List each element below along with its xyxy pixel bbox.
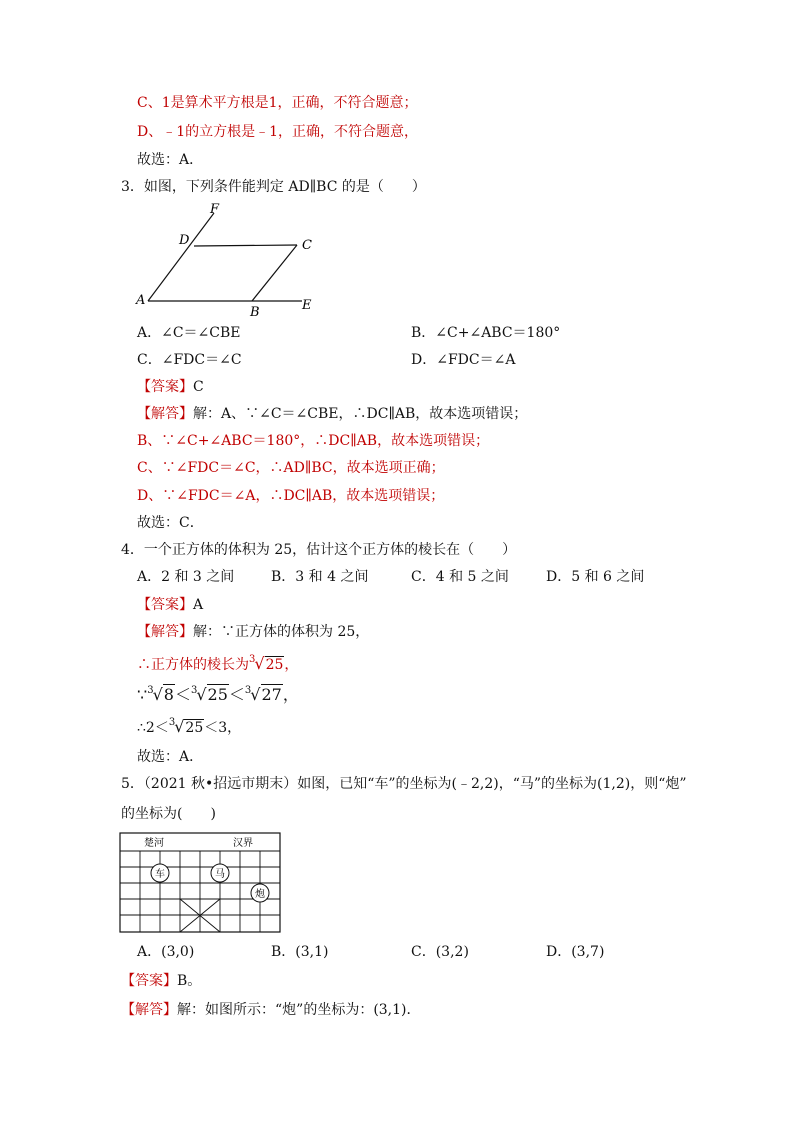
label-d: D <box>179 233 190 248</box>
q3-stem: 3．如图，下列条件能判定 AD∥BC 的是（ ） <box>121 179 426 195</box>
label-b: B <box>250 305 260 320</box>
piece-che <box>151 864 169 882</box>
q4-solution-tag: 【解答】 <box>137 624 193 640</box>
q4-solution-line-1 <box>137 623 369 641</box>
river-right-label: 汉界 <box>233 838 253 849</box>
q3-option-b: B．∠C+∠ABC＝180° <box>411 325 561 341</box>
q3-solution-tag: 【解答】 <box>137 406 193 422</box>
prev-solution-line-d: D、﹣1的立方根是﹣1，正确，不符合题意， <box>137 124 419 140</box>
cube-root-25: $^3$√25 <box>249 654 284 673</box>
q4-option-d: D．5 和 6 之间 <box>546 569 645 585</box>
q3-solution-a: 解：A、∵∠C＝∠CBE，∴DC∥AB，故本选项错误； <box>193 406 528 422</box>
q3-solution-line-a <box>137 405 527 423</box>
q3-solution-c: C、∵∠FDC＝∠C，∴AD∥BC，故本选项正确； <box>137 460 445 476</box>
line-a-f <box>148 213 214 301</box>
q3-solution-b: B、∵∠C+∠ABC＝180°，∴DC∥AB，故本选项错误； <box>137 433 490 449</box>
prev-solution-line-c: C、1是算术平方根是1，正确，不符合题意； <box>137 95 418 111</box>
q5-chess-board-figure <box>118 832 282 934</box>
q5-option-b: B．(3,1) <box>271 944 329 960</box>
cube-root-25: $^3$√25 <box>168 717 204 736</box>
q5-solution-tag: 【解答】 <box>121 1002 177 1018</box>
q4-option-b: B．3 和 4 之间 <box>271 569 369 585</box>
q5-solution: 解：如图所示：“炮”的坐标为：(3,1)． <box>177 1002 421 1018</box>
q3-choose: 故选：C． <box>137 515 204 531</box>
q4-stem: 4．一个正方体的体积为 25，估计这个正方体的棱长在（ ） <box>121 542 517 558</box>
piece-ma <box>211 864 229 882</box>
q4-answer-tag: 【答案】 <box>137 597 193 613</box>
label-c: C <box>302 238 312 253</box>
prev-solution-choose: 故选：A． <box>137 152 204 168</box>
line-b-c <box>252 245 297 301</box>
q3-solution-d: D、∵∠FDC＝∠A，∴DC∥AB，故本选项错误； <box>137 488 445 504</box>
river-left-label: 楚河 <box>144 838 164 849</box>
cube-root-27: $^3$√27 <box>244 685 282 704</box>
q4-solution-1: 解：∵正方体的体积为 25， <box>193 624 370 640</box>
q5-answer-tag: 【答案】 <box>121 973 177 989</box>
q3-answer-value: C <box>193 379 204 395</box>
q3-option-d: D．∠FDC＝∠A <box>411 352 516 368</box>
line-d-c <box>194 245 297 246</box>
q3-answer-tag: 【答案】 <box>137 379 193 395</box>
svg-text:车: 车 <box>155 869 165 880</box>
q3-answer-line <box>137 378 204 396</box>
cube-root-8: $^3$√8 <box>147 685 174 704</box>
q4-option-c: C．4 和 5 之间 <box>411 569 509 585</box>
q4-solution-3-prefix: ∵ <box>137 685 148 704</box>
q3-option-c: C．∠FDC＝∠C <box>137 352 242 368</box>
svg-text:炮: 炮 <box>255 889 265 900</box>
piece-pao <box>251 884 269 902</box>
label-a: A <box>136 293 146 308</box>
q4-option-a: A．2 和 3 之间 <box>137 569 235 585</box>
svg-text:马: 马 <box>215 869 225 880</box>
label-e: E <box>302 298 312 313</box>
q5-solution-line <box>121 1001 421 1019</box>
q4-solution-line-3: ∵$^3$√8＜$^3$√25＜$^3$√27， <box>137 684 299 709</box>
q4-solution-line-2: ∴正方体的棱长为$^3$√25， <box>137 653 298 678</box>
q4-answer-line <box>137 596 203 614</box>
q3-parallelogram-figure <box>130 198 330 320</box>
q4-solution-line-4: ∴2＜$^3$√25＜3， <box>137 716 241 741</box>
q5-option-c: C．(3,2) <box>411 944 469 960</box>
cube-root-25: $^3$√25 <box>190 685 228 704</box>
q5-option-a: A．(3,0) <box>137 944 195 960</box>
q4-answer-value: A <box>193 597 204 613</box>
q4-choose: 故选：A． <box>137 749 204 765</box>
q5-stem-line1: 5．（2021 秋•招远市期末）如图，已知“车”的坐标为(﹣2,2)，“马”的坐标为(1,2)，则“炮” <box>121 776 687 792</box>
q5-stem-line2: 的坐标为( ) <box>121 806 216 822</box>
q5-option-d: D．(3,7) <box>546 944 605 960</box>
q5-answer-line <box>121 972 201 990</box>
q4-solution-4-prefix: ∴2＜ <box>137 720 169 736</box>
q4-solution-2-prefix: ∴正方体的棱长为 <box>137 657 249 673</box>
q5-answer-value: B。 <box>177 973 202 989</box>
q3-option-a: A．∠C＝∠CBE <box>137 325 241 341</box>
label-f: F <box>210 202 220 217</box>
